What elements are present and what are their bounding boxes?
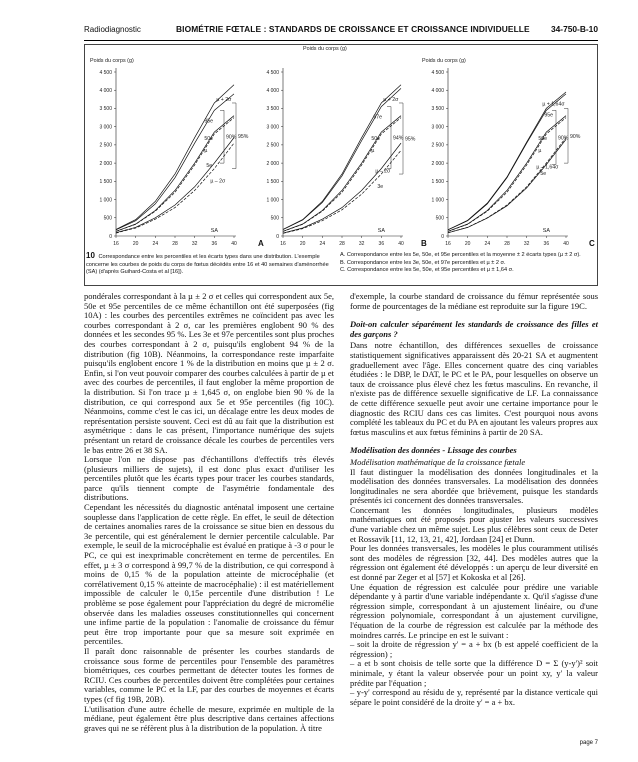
x-tick-label: 16 — [445, 241, 451, 247]
x-tick-label: 20 — [132, 241, 139, 247]
y-tick-label: 0 — [276, 233, 279, 240]
figure-caption-panels — [340, 252, 596, 275]
series-line — [283, 143, 401, 233]
y-tick-label: 1 500 — [431, 179, 444, 186]
chart-title: Poids du corps (g) — [303, 46, 347, 52]
x-tick-label: 16 — [113, 241, 119, 247]
header-title: BIOMÉTRIE FŒTALE : STANDARDS DE CROISSANCE ET CROISSANCE INDIVIDUELLE — [176, 24, 530, 34]
paragraph: L'utilisation d'une autre échelle de mesure, exprimée en multiple de la médiane, peut également être plus descriptive dans certaines affections graves qui ne se réfèrent plus à la distribution de la population. À titre — [84, 703, 334, 733]
series-line — [448, 139, 566, 232]
chart-panel-b — [255, 46, 427, 254]
x-axis-label: SA — [542, 228, 550, 234]
x-tick-label: 40 — [398, 241, 404, 247]
running-header — [84, 24, 598, 38]
x-tick-label: 32 — [523, 241, 530, 247]
y-tick-label: 1 000 — [431, 197, 444, 204]
series-line — [448, 116, 566, 232]
x-tick-label: 40 — [231, 241, 237, 247]
chart-panel-a — [88, 52, 260, 254]
series-label: 95e — [544, 112, 553, 119]
y-tick-label: 3 500 — [99, 106, 112, 113]
series-label: 97e — [373, 114, 382, 121]
right-column — [350, 292, 598, 707]
y-tick-label: 4 500 — [99, 69, 112, 76]
chart-svg — [255, 46, 427, 254]
series-label: µ + 2σ — [216, 96, 232, 103]
paragraph: – soit la droite de régression y' = a + bx (b est appelé coefficient de la régression) ; — [350, 639, 598, 659]
paragraph: Cependant les nécessités du diagnostic anténatal imposent une certaine souplesse dans l'application de cette règle. En effet, le seuil de détection de certaines anomalies rares de la croissance se situe bien en dessous du 3e percentile, qui est généralement le dernier percentile calculable. Par exemple, le seuil de la microcéphalie est évalué en pratique à -3 σ pour le PC, ce qui est inexprimable concrètement en terme de percentiles. En effet, µ ± 3 σ correspond à 99,7 % de la distribution, ce qui correspond à moins de 0,15 % de la population atteinte de microcéphalie (et corrélativement 0,15 % atteinte de macrocéphalie) : il est matériellement impossible de calculer le 0,15e percentile d'une distribution ! Le problème se pose également pour l'appréciation du degré de micromélie observée dans les maladies osseuses constitutionnelles qui concernent une infime partie de la population : l'anomalie de croissance du fémur peut être trop importante pour que sa mesure soit exprimée en percentiles. — [84, 502, 334, 647]
y-tick-label: 2 500 — [431, 142, 444, 149]
x-tick-label: 20 — [464, 241, 471, 247]
y-tick-label: 0 — [441, 233, 444, 240]
series-label: 50e — [538, 136, 547, 143]
x-tick-label: 24 — [484, 241, 491, 247]
x-tick-label: 24 — [319, 241, 326, 247]
figure-caption-text: Correspondance entre les percentiles et les écarts types dans une distribution. L'exemple concerne les courbes de poids du corps de fœtus décédés entre 16 et 40 semaines d'aménorrhée (SA) (d'après Guihard-Costa et al [16]). — [86, 254, 329, 276]
series-label: µ — [538, 147, 542, 154]
y-tick-label: 3 000 — [431, 124, 444, 131]
series-line — [116, 143, 234, 233]
series-label: µ — [371, 147, 375, 154]
coverage-label: 95% — [405, 136, 416, 143]
panel-letter-b: B — [421, 239, 427, 248]
header-reference: 34-750-B-10 — [550, 24, 598, 34]
panel-letter-a: A — [258, 239, 264, 248]
y-tick-label: 2 000 — [99, 160, 112, 167]
paragraph: Il faut distinguer la modélisation des données longitudinales et la modélisation des données transversales. La modélisation des données longitudinales ne sera abordée que brièvement, puisque les standards présentés ici concernent des données transversales. — [350, 466, 598, 506]
y-tick-label: 2 000 — [266, 160, 279, 167]
x-tick-label: 20 — [299, 241, 306, 247]
y-tick-label: 1 000 — [266, 197, 279, 204]
y-tick-label: 2 000 — [431, 160, 444, 167]
caption-panel-a: A. Correspondance entre les 5e, 50e, et 95e percentiles et la moyenne ± 2 écarts types (µ ± 2 σ). — [340, 252, 581, 258]
x-tick-label: 28 — [339, 241, 345, 247]
figure-number: 10 — [86, 251, 95, 260]
x-tick-label: 36 — [543, 241, 550, 247]
y-tick-label: 3 000 — [99, 124, 112, 131]
y-tick-label: 500 — [435, 215, 444, 222]
x-tick-label: 36 — [211, 241, 218, 247]
paragraph: pondérales correspondant à la µ ± 2 σ et celles qui correspondent aux 5e, 50e et 95e percentiles de ce même échantillon ont été superposées (fig 10A) : les courbes des percentiles extrêmes ne coïncident pas avec les courbes correspondant à 2 σ, car les premières englobent 90 % des données et les secondes 95 %. Les 3e et 97e percentiles sont plus proches des courbes correspondant à 2 σ, puisqu'ils englobent 94 % de la distribution (fig 10B). Néanmoins, la correspondance reste imparfaite puisqu'ils englobent encore 1 % de la distribution en moins que µ ± 2 σ. Enfin, si l'on veut pouvoir comparer des courbes calculées à partir de µ et avec des courbes de percentiles, il faut englober la même proportion de la distribution. Si l'on trace µ ± 1,645 σ, on englobe bien 90 % de la distribution, ce qui correspond aux 5e et 95e percentiles (fig 10C). Néanmoins, comme c'est le cas ici, un décalage entre les deux modes de représentation persiste souvent. Ceci est dû au fait que la distribution est asymétrique : dans le cas présent, l'importance numérique des sujets présentant un retard de croissance décale les courbes de percentiles vers le bas entre 26 et 38 SA. — [84, 291, 335, 455]
series-label: 5e — [540, 171, 547, 178]
coverage-label: 90% — [558, 135, 569, 142]
paragraph: – y-y' correspond au résidu de y, représenté par la distance verticale qui sépare le point considéré de la droite y' = a + bx. — [350, 687, 598, 707]
series-label: 5e — [206, 163, 213, 170]
series-line — [448, 118, 566, 232]
series-line — [448, 138, 566, 233]
chart-title: Poids du corps (g) — [90, 58, 134, 64]
coverage-label: 95% — [238, 133, 249, 140]
series-label: µ + 2σ — [383, 96, 399, 103]
series-line — [116, 94, 234, 230]
y-tick-label: 4 500 — [266, 69, 279, 76]
paragraph: – a et b sont choisis de telle sorte que la différence D = Σ (y-y')² soit minimale, y étant la valeur observée pour un point xy, y' la valeur prédite par l'équation ; — [350, 658, 598, 688]
panel-letter-c: C — [589, 239, 595, 248]
chart-svg — [88, 52, 260, 254]
paragraph: Lorsque l'on ne dispose pas d'échantillons d'effectifs très élevés (plusieurs milliers de sujets), il est donc plus exact d'utiliser les percentiles plutôt que les écarts types pour tracer les courbes standards, parce qu'ils tiennent compte de l'asymétrie fondamentale des distributions. — [84, 454, 334, 503]
y-tick-label: 4 000 — [99, 88, 112, 95]
section-heading: Doit-on calculer séparément les standards de croissance des filles et des garçons ? — [350, 319, 598, 339]
paragraph: Il paraît donc raisonnable de présenter les courbes standards de croissance sous forme de percentiles pour l'ensemble des paramètres biométriques, ces courbes permettant de détecter toutes les formes de RCIU. Ces courbes de percentiles doivent être complétées pour certaines variables, comme le PC et la LF, par des courbes de moyennes et écarts types (cf fig 19B, 20B). — [84, 645, 334, 704]
series-line — [283, 88, 401, 229]
chart-panel-c — [420, 52, 592, 254]
y-tick-label: 2 500 — [266, 142, 279, 149]
y-tick-label: 0 — [109, 233, 112, 240]
y-tick-label: 4 000 — [266, 88, 279, 95]
coverage-label: 94% — [393, 135, 404, 142]
series-label: µ + 1,64σ — [542, 101, 565, 108]
x-tick-label: 36 — [378, 241, 385, 247]
paragraph: d'exemple, la courbe standard de croissance du fémur représentée sous forme de pourcentages de la médiane est reproduite sur la figure 19C. — [350, 291, 598, 311]
x-tick-label: 16 — [280, 241, 286, 247]
header-rule — [84, 40, 598, 41]
paragraph: Concernant les données longitudinales, plusieurs modèles mathématiques ont été proposés pour ajuster les valeurs successives d'une variable chez un même sujet. Les plus célèbres sont ceux de Deter et Rossavik [11, 12, 13, 21, 42], Jordaan [24] et Dunn. — [350, 504, 598, 544]
y-tick-label: 3 500 — [266, 106, 279, 113]
y-tick-label: 500 — [270, 215, 279, 222]
figure-caption — [86, 252, 336, 277]
y-tick-label: 1 500 — [266, 179, 279, 186]
series-label: µ – 2σ — [210, 178, 226, 185]
y-tick-label: 3 500 — [431, 106, 444, 113]
header-section: Radiodiagnostic — [84, 25, 141, 34]
series-label: µ – 1,64σ — [536, 164, 559, 171]
subsection-heading: Modélisation mathématique de la croissance fœtale — [350, 456, 526, 467]
y-tick-label: 4 000 — [431, 88, 444, 95]
x-tick-label: 28 — [172, 241, 178, 247]
page-number: page 7 — [579, 740, 598, 746]
x-tick-label: 32 — [191, 241, 198, 247]
caption-panel-c: C. Correspondance entre les 5e, 50e, et 95e percentiles et µ ± 1,64 σ. — [340, 267, 514, 274]
x-axis-label: SA — [377, 228, 385, 234]
y-tick-label: 1 000 — [99, 197, 112, 204]
y-tick-label: 2 500 — [99, 142, 112, 149]
section-heading: Modélisation des données - Lissage des courbes — [350, 445, 517, 456]
caption-panel-b: B. Correspondance entre les 3e, 50e, et 97e percentiles et µ ± 2 σ. — [340, 259, 506, 266]
series-label: 3e — [377, 184, 384, 191]
coverage-bracket — [387, 107, 391, 169]
x-tick-label: 32 — [358, 241, 365, 247]
x-axis-label: SA — [210, 228, 218, 234]
y-tick-label: 1 500 — [99, 179, 112, 186]
left-column — [84, 292, 334, 733]
series-label: 95e — [204, 118, 213, 125]
series-line — [116, 138, 234, 233]
chart-title: Poids du corps (g) — [422, 58, 466, 64]
series-label: µ — [204, 147, 208, 154]
coverage-label: 90% — [226, 134, 237, 141]
y-tick-label: 4 500 — [431, 69, 444, 76]
y-tick-label: 3 000 — [266, 124, 279, 131]
x-tick-label: 24 — [152, 241, 159, 247]
paragraph: Une équation de régression est calculée pour prédire une variable dépendante y à partir d'une variable indépendante x. Qu'il s'agisse d'une régression simple, correspondant à un ajustement linéaire, ou d'une régression polynomiale, correspondant à un ajustement curviligne, l'équation de la courbe de régression est calculée par la méthode des moindres carrés. Le principe en est le suivant : — [350, 581, 598, 640]
paragraph: Dans notre échantillon, des différences sexuelles de croissance statistiquement significatives apparaissent dès 20-21 SA et augmentent graduellement avec l'âge. Elles concernent quatre des cinq variables étudiées : le DBP, le DAT, le PC et le PA, pour lesquelles on observe un taux de croissance plus élevé chez les fœtus masculins. En revanche, il n'existe pas de différence sexuelle significative de LF. La connaissance de cette différence sexuelle peut avoir une certaine importance pour le diagnostic des RCIU dans ces cas limites. C'est pourquoi nous avons complété les tableaux du PC et du PA en ajoutant les valeurs propres aux fœtus masculins et aux fœtus féminins à partir de 20 SA. — [350, 340, 598, 437]
paragraph: Pour les données transversales, les modèles le plus couramment utilisés sont des modèles de régression [32, 44]. Des modèles autres que la régression ont également été développés : un aperçu de leur diversité en est donné par Zeger et al [57] et Kokoska et al [26]. — [350, 543, 598, 583]
series-label: 50e — [371, 136, 380, 143]
series-label: µ – 2σ — [375, 168, 391, 175]
y-tick-label: 500 — [103, 215, 112, 222]
chart-svg — [420, 52, 592, 254]
x-tick-label: 40 — [563, 241, 569, 247]
coverage-label: 90% — [570, 133, 581, 140]
x-tick-label: 28 — [504, 241, 510, 247]
series-label: 50e — [204, 136, 213, 143]
